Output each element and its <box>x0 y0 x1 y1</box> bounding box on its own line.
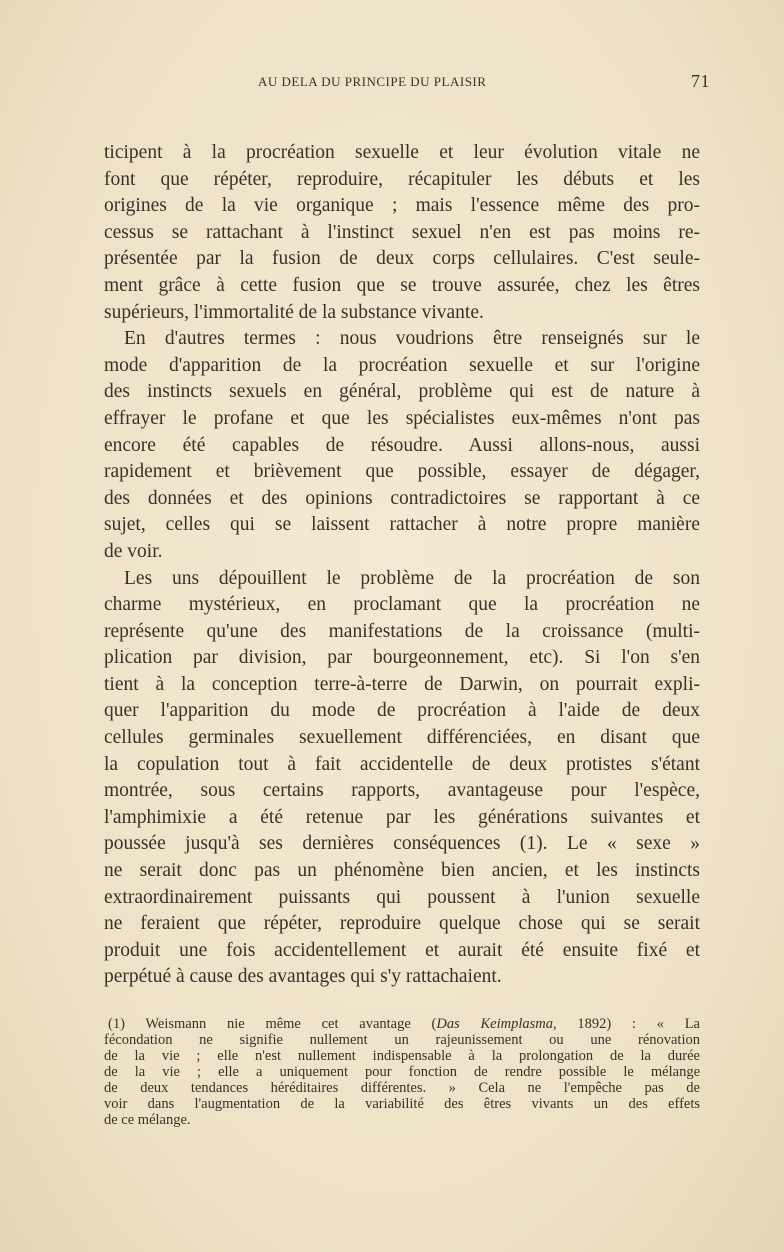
running-title: AU DELA DU PRINCIPE DU PLAISIR <box>258 74 487 89</box>
text-line: rapidement et brièvement que possible, essayer de dégager, <box>104 461 700 483</box>
text-line: mode d'apparition de la procréation sexuelle et sur l'origine <box>104 354 700 376</box>
body-text <box>104 140 700 991</box>
text-line: tient à la conception terre-à-terre de Darwin, on pourrait expli- <box>104 673 700 695</box>
text-line: Les uns dépouillent le problème de la procréation de son <box>124 567 700 589</box>
text-line: ne serait donc pas un phénomène bien ancien, et les instincts <box>104 860 700 882</box>
text-line: des données et des opinions contradictoires se rapportant à ce <box>104 487 700 509</box>
footnote-book-title: Das Keimplasma, <box>436 1016 557 1032</box>
running-header <box>104 71 710 94</box>
page-number: 71 <box>691 71 710 91</box>
footnote-text: 1892) : « La <box>556 1016 700 1032</box>
text-line: ment grâce à cette fusion que se trouve assurée, chez les êtres <box>104 274 700 296</box>
text-line: présentée par la fusion de deux corps cellulaires. C'est seule- <box>104 248 700 270</box>
footnote-text: (1) Weismann nie même cet avantage ( <box>108 1016 437 1032</box>
text-line: produit une fois accidentellement et aurait été ensuite fixé et <box>104 939 700 961</box>
text-line: poussée jusqu'à ses dernières conséquences (1). Le « sexe » <box>104 833 700 855</box>
text-line: ticipent à la procréation sexuelle et leur évolution vitale ne <box>104 142 700 163</box>
text-line: l'amphimixie a été retenue par les générations suivantes et <box>104 806 700 828</box>
text-line: ne feraient que répéter, reproduire quelque chose qui se serait <box>104 913 700 935</box>
text-line: des instincts sexuels en général, problème qui est de nature à <box>104 381 700 403</box>
text-line: perpétué à cause des avantages qui s'y rattachaient. <box>104 966 502 988</box>
footnote-line: voir dans l'augmentation de la variabilité des êtres vivants un des effets <box>104 1096 700 1112</box>
text-line: la copulation tout à fait accidentelle de deux protistes s'étant <box>104 753 700 775</box>
footnote-line: de deux tendances héréditaires différentes. » Cela ne l'empêche pas de <box>104 1080 700 1096</box>
text-line: charme mystérieux, en proclamant que la procréation ne <box>104 594 700 616</box>
text-line: origines de la vie organique ; mais l'essence même des pro- <box>104 195 700 217</box>
text-line: quer l'apparition du mode de procréation à l'aide de deux <box>104 700 700 722</box>
footnote-line <box>104 1016 700 1032</box>
footnote-line: de ce mélange. <box>104 1112 191 1128</box>
text-line: font que répéter, reproduire, récapituler les débuts et les <box>104 168 700 190</box>
footnote-line: de la vie ; elle n'est nullement indispensable à la prolongation de la durée <box>104 1048 700 1064</box>
text-line: encore été capables de résoudre. Aussi allons-nous, aussi <box>104 434 700 456</box>
text-line: plication par division, par bourgeonnement, etc). Si l'on s'en <box>104 647 700 669</box>
text-line: de voir. <box>104 540 163 562</box>
text-line: effrayer le profane et que les spécialistes eux-mêmes n'ont pas <box>104 407 700 429</box>
footnote-line: fécondation ne signifie nullement un rajeunissement ou une rénovation <box>104 1032 700 1048</box>
text-line: cellules germinales sexuellement différenciées, en disant que <box>104 727 700 749</box>
text-line: cessus se rattachant à l'instinct sexuel n'en est pas moins re- <box>104 221 700 243</box>
footnote-line: de la vie ; elle a uniquement pour fonction de rendre possible le mélange <box>104 1064 700 1080</box>
text-line: supérieurs, l'immortalité de la substance vivante. <box>104 301 484 323</box>
text-line: extraordinairement puissants qui poussent à l'union sexuelle <box>104 886 700 908</box>
text-line: montrée, sous certains rapports, avantageuse pour l'espèce, <box>104 780 700 802</box>
text-line: sujet, celles qui se laissent rattacher à notre propre manière <box>104 514 700 536</box>
footnote <box>104 1016 700 1128</box>
text-line: représente qu'une des manifestations de la croissance (multi- <box>104 620 700 642</box>
text-line: En d'autres termes : nous voudrions être renseignés sur le <box>124 328 700 350</box>
